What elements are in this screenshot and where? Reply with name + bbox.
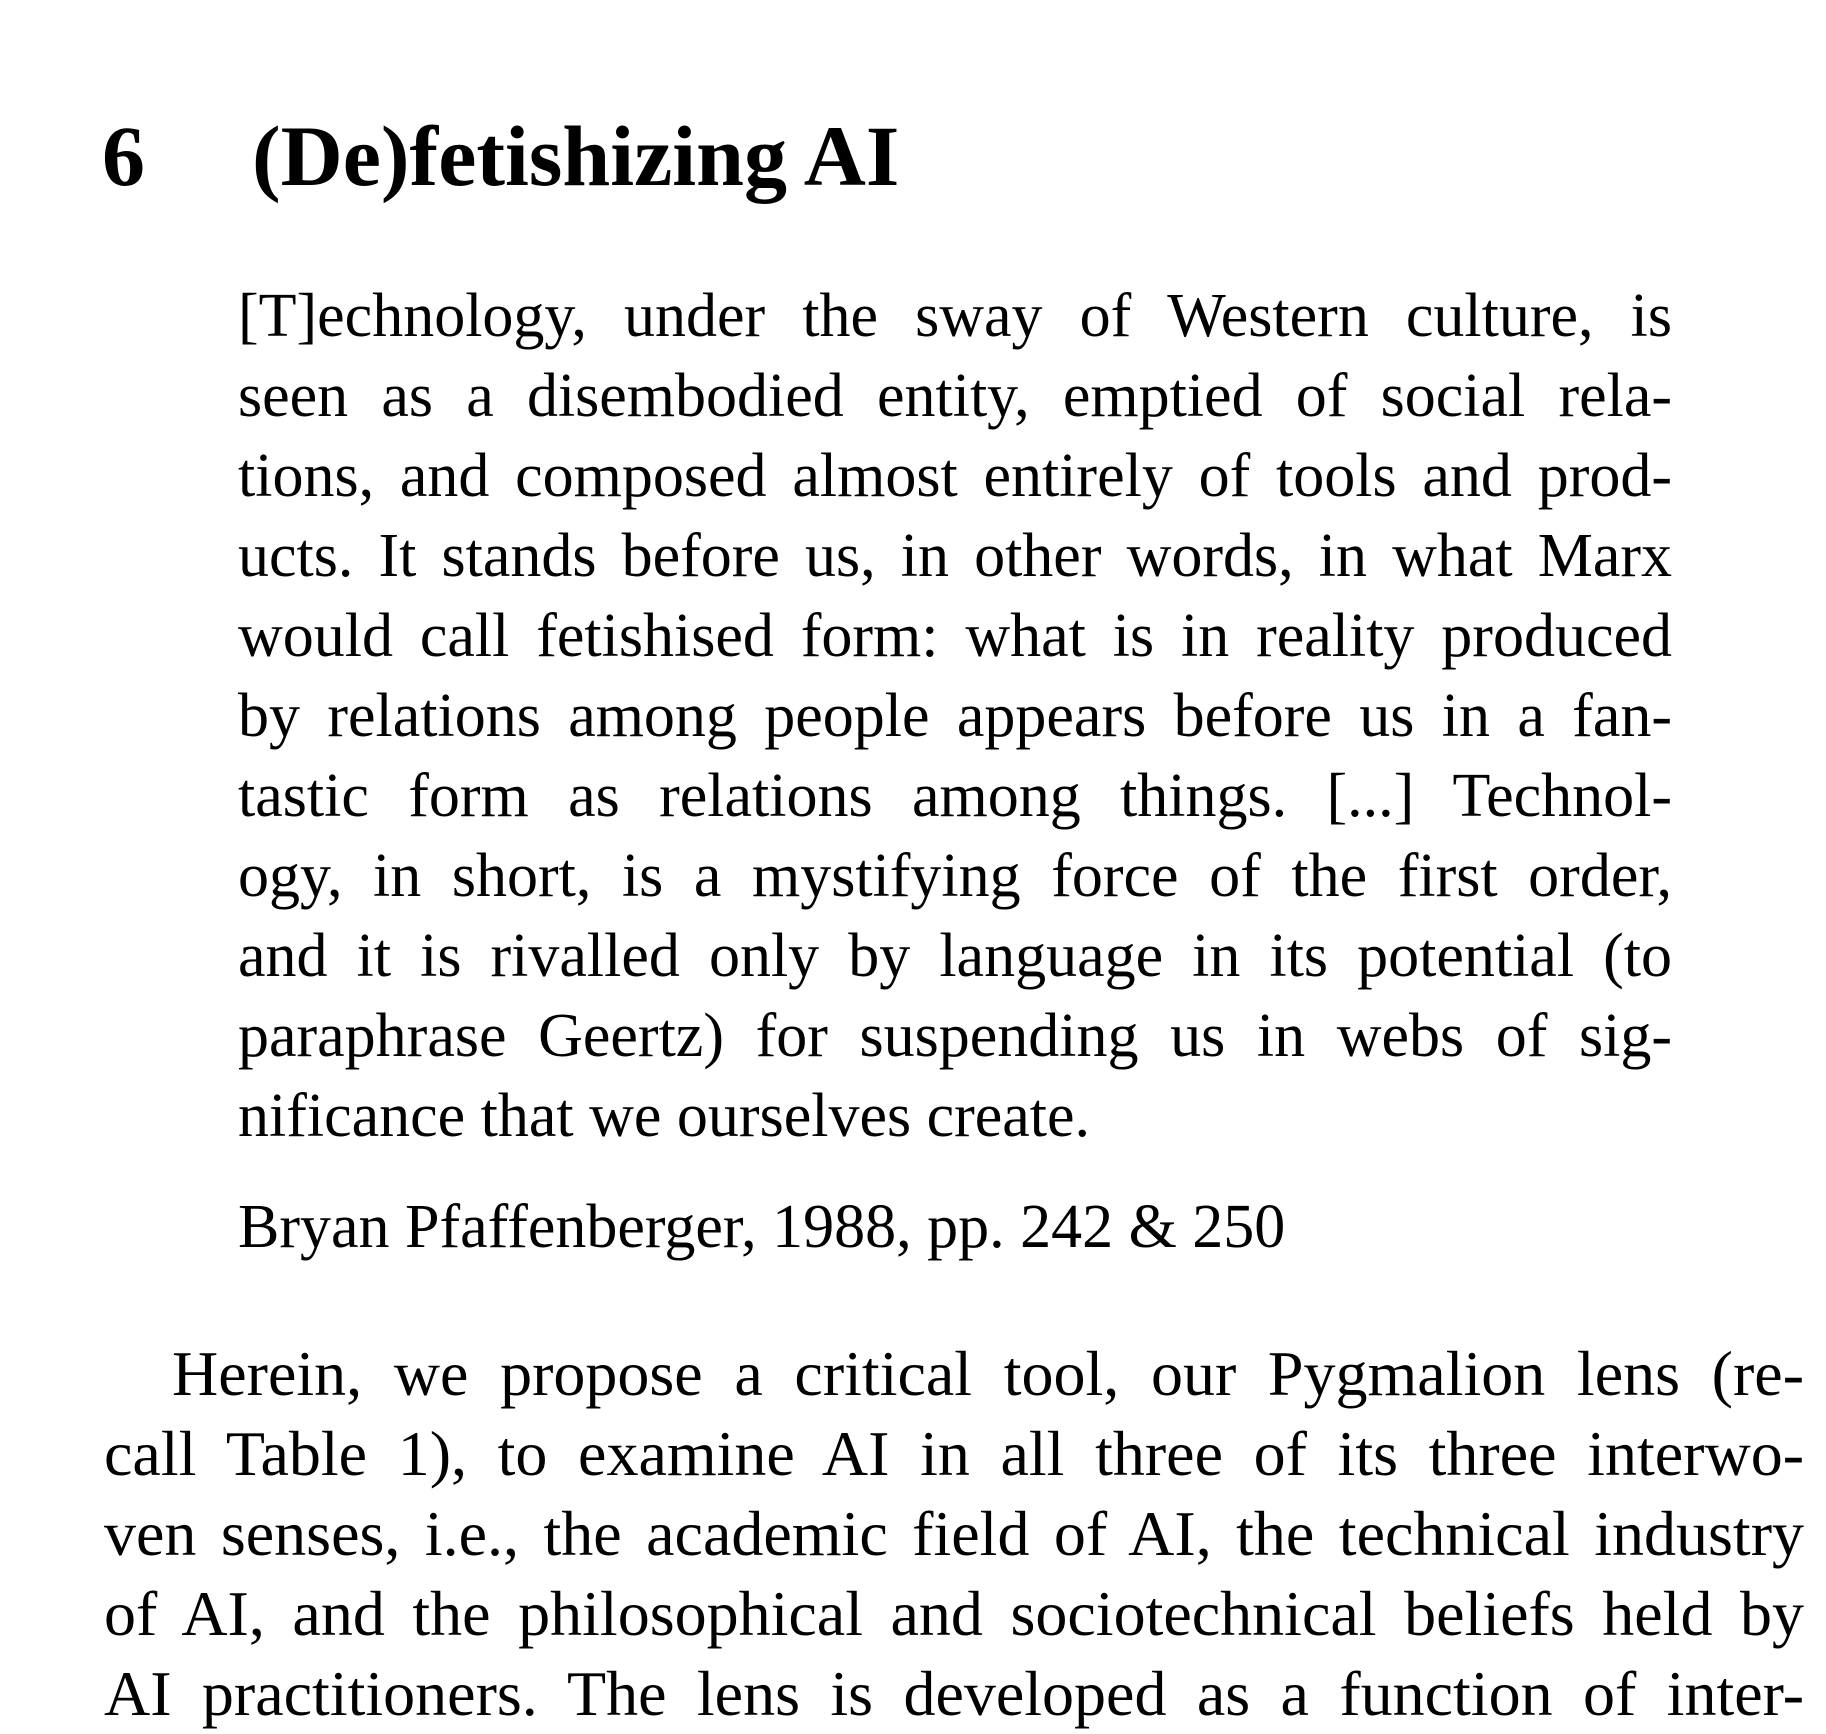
epigraph-quote <box>238 276 1672 1156</box>
body-line: of AI, and the philosophical and sociotechnical beliefs held by <box>104 1578 1804 1649</box>
section-heading <box>102 108 899 204</box>
section-title: (De)fetishizing AI <box>252 108 900 204</box>
section-number: 6 <box>102 108 145 204</box>
body-line: ven senses, i.e., the academic field of AI, the technical industry <box>104 1498 1804 1569</box>
body-line: Herein, we propose a critical tool, our Pygmalion lens (re- <box>172 1338 1804 1409</box>
epigraph-line: by relations among people appears before us in a fan- <box>238 682 1672 750</box>
body-paragraph <box>104 1334 1804 1734</box>
epigraph-attribution: Bryan Pfaffenberger, 1988, pp. 242 & 250 <box>238 1193 1286 1261</box>
epigraph-line: ucts. It stands before us, in other words, in what Marx <box>238 522 1672 590</box>
body-line: call Table 1), to examine AI in all three of its three interwo- <box>104 1418 1804 1489</box>
epigraph-line: nificance that we ourselves create. <box>238 1082 1091 1150</box>
epigraph-line: tastic form as relations among things. [...] Technol- <box>238 762 1672 830</box>
epigraph-line: paraphrase Geertz) for suspending us in webs of sig- <box>238 1002 1672 1070</box>
epigraph-line: seen as a disembodied entity, emptied of social rela- <box>238 362 1672 430</box>
epigraph-line: tions, and composed almost entirely of tools and prod- <box>238 442 1672 510</box>
epigraph-line: ogy, in short, is a mystifying force of the first order, <box>238 842 1672 910</box>
epigraph-line: [T]echnology, under the sway of Western culture, is <box>238 282 1672 350</box>
epigraph-line: would call fetishised form: what is in reality produced <box>238 602 1672 670</box>
body-line: AI practitioners. The lens is developed as a function of inter- <box>104 1658 1804 1729</box>
epigraph-line: and it is rivalled only by language in its potential (to <box>238 922 1672 990</box>
